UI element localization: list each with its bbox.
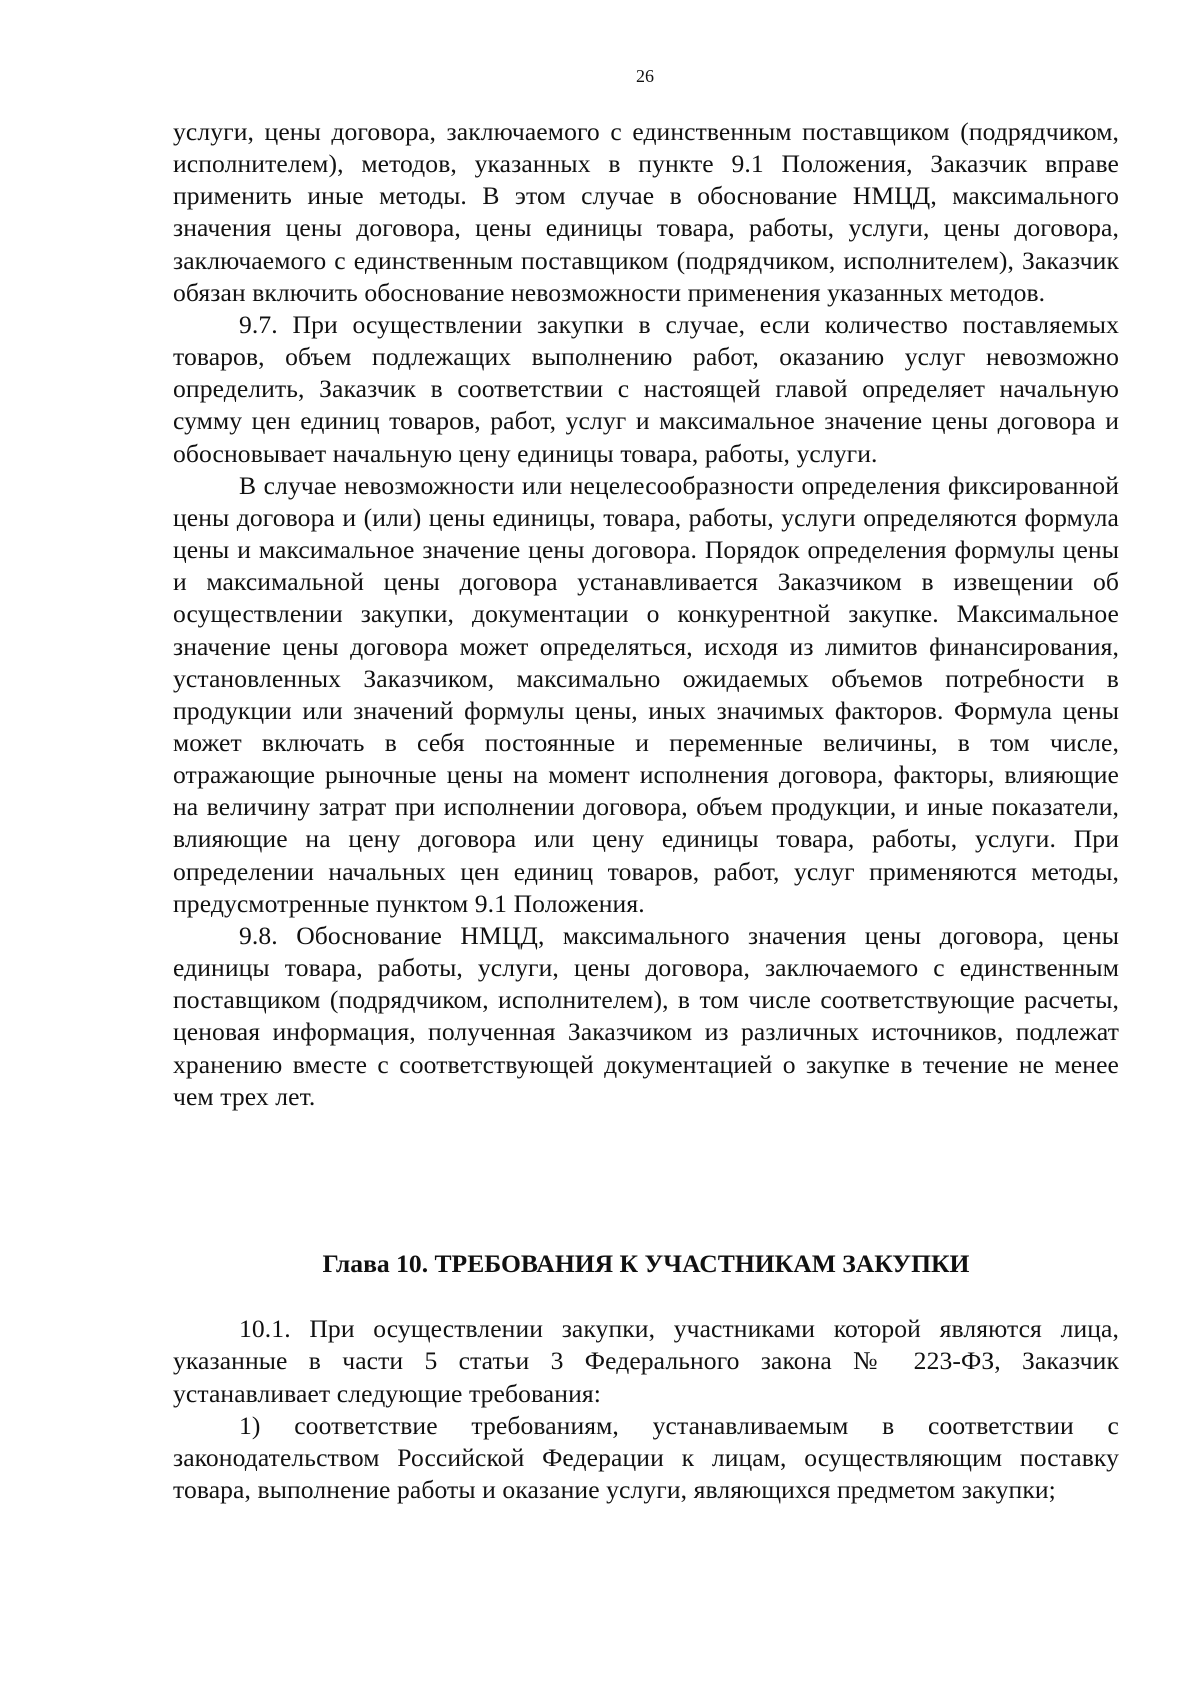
page-number: 26	[636, 66, 654, 86]
paragraph-9-8: 9.8. Обоснование НМЦД, максимального значения цены договора, цены единицы товара, работы, услуги, цены договора, заключаемого с единственным поставщиком (подрядчиком, исполнителем), в том числе соответствующие расчеты, ценовая информация, полученная Заказчиком из различных источников, подлежат хранению вместе с соответствующей документацией о закупке в течение не менее чем трех лет.	[173, 920, 1119, 1111]
chapter-heading: Глава 10. ТРЕБОВАНИЯ К УЧАСТНИКАМ ЗАКУПКИ	[322, 1249, 970, 1278]
paragraph-continuation: услуги, цены договора, заключаемого с единственным поставщиком (подрядчиком, исполнителем), методов, указанных в пункте 9.1 Положения, Заказчик вправе применить иные методы. В этом случае в обоснование НМЦД, максимального значения цены договора, цены единицы товара, работы, услуги, цены договора, заключаемого с единственным поставщиком (подрядчиком, исполнителем), Заказчик обязан включить обоснование невозможности применения указанных методов.	[173, 117, 1119, 307]
paragraph-9-7: 9.7. При осуществлении закупки в случае, если количество поставляемых товаров, объем подлежащих выполнению работ, оказанию услуг невозможно определить, Заказчик в соответствии с настоящей главой определяет начальную сумму цен единиц товаров, работ, услуг и максимальное значение цены договора и обосновывает начальную цену единицы товара, работы, услуги.	[173, 309, 1119, 468]
section-10-text	[173, 1313, 1119, 1507]
paragraph-formula-price: В случае невозможности или нецелесообразности определения фиксированной цены договора и (или) цены единицы, товара, работы, услуги определяются формула цены и максимальное значение цены договора. Порядок определения формулы цены и максимальной цены договора устанавливается Заказчиком в извещении об осуществлении закупки, документации о конкурентной закупке. Максимальное значение цены договора может определяться, исходя из лимитов финансирования, установленных Заказчиком, максимально ожидаемых объемов потребности в продукции или значений формулы цены, иных значимых факторов. Формула цены может включать в себя постоянные и переменные величины, в том числе, отражающие рыночные цены на момент исполнения договора, факторы, влияющие на величину затрат при исполнении договора, объем продукции, и иные показатели, влияющие на цену договора или цену единицы товара, работы, услуги. При определении начальных цен единиц товаров, работ, услуг применяются методы, предусмотренные пунктом 9.1 Положения.	[173, 470, 1119, 918]
section-9-text	[173, 116, 1119, 1113]
list-item-1: 1) соответствие требованиям, устанавливаемым в соответствии с законодательством Российской Федерации к лицам, осуществляющим поставку товара, выполнение работы и оказание услуги, являющихся предметом закупки;	[173, 1410, 1119, 1505]
paragraph-10-1: 10.1. При осуществлении закупки, участниками которой являются лица, указанные в части 5 статьи 3 Федерального закона № 223-ФЗ, Заказчик устанавливает следующие требования:	[173, 1314, 1119, 1408]
